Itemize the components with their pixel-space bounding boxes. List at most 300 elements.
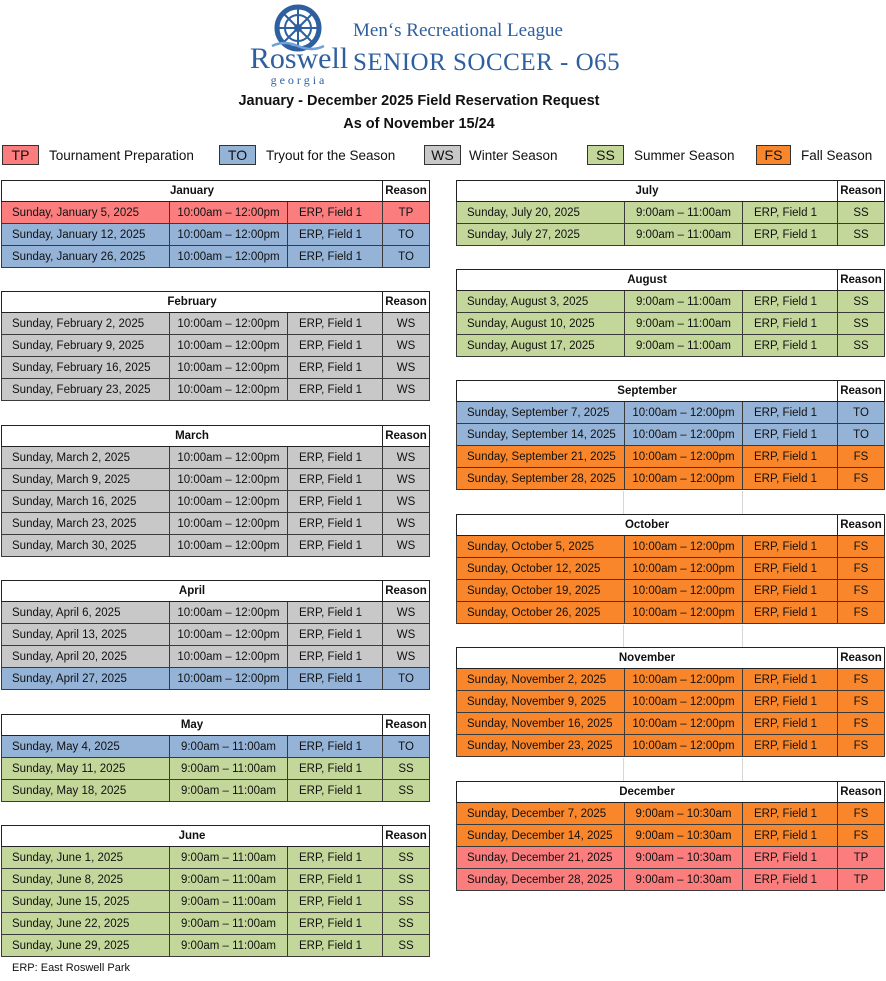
reservation-time: 9:00am – 11:00am	[170, 935, 288, 957]
month-name: May	[2, 715, 383, 736]
reservation-time: 9:00am – 11:00am	[170, 736, 288, 758]
month-table-june	[1, 825, 430, 957]
reservation-reason: FS	[838, 468, 885, 490]
reservation-location: ERP, Field 1	[743, 669, 838, 691]
reservation-date: Sunday, September 21, 2025	[457, 446, 625, 468]
reservation-location: ERP, Field 1	[288, 357, 383, 379]
table-row	[2, 246, 430, 268]
month-name: December	[457, 782, 838, 803]
reservation-location: ERP, Field 1	[743, 335, 838, 357]
reservation-date: Sunday, September 7, 2025	[457, 402, 625, 424]
reservation-location: ERP, Field 1	[288, 624, 383, 646]
table-row	[457, 313, 885, 335]
month-header-row	[2, 826, 430, 847]
reservation-reason: SS	[838, 335, 885, 357]
reservation-time: 10:00am – 12:00pm	[170, 668, 288, 690]
month-header-row	[2, 715, 430, 736]
reservation-reason: WS	[383, 624, 430, 646]
reservation-time: 10:00am – 12:00pm	[170, 379, 288, 401]
table-row	[457, 602, 885, 624]
roswell-logo	[246, 4, 352, 88]
reservation-reason: FS	[838, 580, 885, 602]
month-header-row	[457, 515, 885, 536]
reason-header: Reason	[383, 715, 430, 736]
reservation-reason: WS	[383, 447, 430, 469]
reservation-date: Sunday, December 7, 2025	[457, 803, 625, 825]
logo-wordmark: Roswell	[249, 42, 349, 75]
reservation-reason: FS	[838, 691, 885, 713]
reservation-reason: WS	[383, 379, 430, 401]
reservation-location: ERP, Field 1	[743, 825, 838, 847]
legend-label-ws: Winter Season	[469, 147, 558, 163]
legend-swatch-fs: FS	[756, 145, 791, 165]
table-row	[457, 847, 885, 869]
reservation-date: Sunday, May 4, 2025	[2, 736, 170, 758]
reservation-time: 9:00am – 11:00am	[625, 291, 743, 313]
reservation-time: 9:00am – 11:00am	[625, 313, 743, 335]
reservation-reason: SS	[383, 758, 430, 780]
month-table-july	[456, 180, 885, 246]
reservation-time: 10:00am – 12:00pm	[170, 513, 288, 535]
reservation-date: Sunday, October 5, 2025	[457, 536, 625, 558]
grid-gap-line	[742, 625, 743, 647]
reservation-date: Sunday, September 28, 2025	[457, 468, 625, 490]
reservation-location: ERP, Field 1	[743, 202, 838, 224]
reservation-location: ERP, Field 1	[288, 869, 383, 891]
table-row	[2, 335, 430, 357]
table-row	[2, 513, 430, 535]
reservation-time: 10:00am – 12:00pm	[170, 469, 288, 491]
table-row	[2, 357, 430, 379]
reservation-reason: FS	[838, 669, 885, 691]
table-row	[2, 447, 430, 469]
reservation-reason: FS	[838, 558, 885, 580]
reservation-time: 10:00am – 12:00pm	[625, 580, 743, 602]
reason-header: Reason	[383, 181, 430, 202]
month-name: August	[457, 270, 838, 291]
legend-item-ws	[424, 144, 558, 166]
reservation-date: Sunday, January 12, 2025	[2, 224, 170, 246]
grid-gap-line	[623, 625, 624, 647]
table-row	[457, 869, 885, 891]
reservation-date: Sunday, November 2, 2025	[457, 669, 625, 691]
reservation-date: Sunday, April 20, 2025	[2, 646, 170, 668]
reservation-time: 9:00am – 10:30am	[625, 847, 743, 869]
reservation-date: Sunday, December 21, 2025	[457, 847, 625, 869]
reservation-location: ERP, Field 1	[288, 847, 383, 869]
reservation-location: ERP, Field 1	[743, 424, 838, 446]
reservation-location: ERP, Field 1	[288, 513, 383, 535]
table-row	[457, 335, 885, 357]
reservation-time: 10:00am – 12:00pm	[625, 713, 743, 735]
reservation-time: 9:00am – 11:00am	[170, 869, 288, 891]
reservation-location: ERP, Field 1	[743, 803, 838, 825]
grid-gap-line	[623, 491, 624, 514]
reservation-time: 10:00am – 12:00pm	[170, 224, 288, 246]
reservation-location: ERP, Field 1	[743, 847, 838, 869]
reservation-time: 10:00am – 12:00pm	[625, 446, 743, 468]
reservation-time: 9:00am – 11:00am	[170, 847, 288, 869]
table-row	[457, 224, 885, 246]
month-table-november	[456, 647, 885, 757]
reservation-time: 10:00am – 12:00pm	[625, 424, 743, 446]
reservation-reason: FS	[838, 735, 885, 757]
organization-name: SENIOR SOCCER - O65	[353, 49, 621, 76]
reservation-time: 10:00am – 12:00pm	[170, 491, 288, 513]
reservation-reason: SS	[383, 891, 430, 913]
reservation-location: ERP, Field 1	[743, 402, 838, 424]
legend-item-ss	[587, 144, 735, 166]
reservation-reason: TO	[383, 668, 430, 690]
reservation-time: 9:00am – 11:00am	[625, 335, 743, 357]
table-row	[2, 736, 430, 758]
reservation-reason: TP	[383, 202, 430, 224]
reason-header: Reason	[383, 581, 430, 602]
reservation-reason: SS	[383, 913, 430, 935]
reservation-date: Sunday, April 6, 2025	[2, 602, 170, 624]
month-header-row	[457, 381, 885, 402]
reservation-date: Sunday, December 14, 2025	[457, 825, 625, 847]
table-row	[457, 558, 885, 580]
reservation-date: Sunday, June 1, 2025	[2, 847, 170, 869]
league-name: Men‘s Recreational League	[353, 20, 563, 41]
reservation-time: 10:00am – 12:00pm	[170, 535, 288, 557]
reservation-location: ERP, Field 1	[743, 558, 838, 580]
reservation-location: ERP, Field 1	[743, 291, 838, 313]
table-row	[457, 691, 885, 713]
reservation-reason: FS	[838, 803, 885, 825]
reservation-time: 10:00am – 12:00pm	[170, 357, 288, 379]
reservation-location: ERP, Field 1	[743, 446, 838, 468]
logo-subtitle: georgia	[270, 73, 328, 87]
reason-header: Reason	[838, 782, 885, 803]
reservation-location: ERP, Field 1	[288, 646, 383, 668]
table-row	[457, 825, 885, 847]
table-row	[457, 446, 885, 468]
table-row	[2, 469, 430, 491]
reservation-location: ERP, Field 1	[288, 602, 383, 624]
table-row	[2, 891, 430, 913]
reservation-time: 10:00am – 12:00pm	[170, 646, 288, 668]
reservation-location: ERP, Field 1	[288, 202, 383, 224]
reservation-location: ERP, Field 1	[288, 469, 383, 491]
reservation-date: Sunday, July 20, 2025	[457, 202, 625, 224]
reservation-reason: WS	[383, 469, 430, 491]
month-name: January	[2, 181, 383, 202]
reservation-location: ERP, Field 1	[743, 735, 838, 757]
table-row	[2, 847, 430, 869]
month-header-row	[2, 581, 430, 602]
month-name: October	[457, 515, 838, 536]
table-row	[2, 646, 430, 668]
month-table-april	[1, 580, 430, 690]
reservation-date: Sunday, October 19, 2025	[457, 580, 625, 602]
reservation-reason: SS	[383, 780, 430, 802]
reservation-location: ERP, Field 1	[288, 535, 383, 557]
reservation-date: Sunday, March 16, 2025	[2, 491, 170, 513]
table-row	[457, 735, 885, 757]
reservation-reason: FS	[838, 536, 885, 558]
reservation-reason: SS	[383, 935, 430, 957]
reason-header: Reason	[383, 292, 430, 313]
footnote: ERP: East Roswell Park	[12, 962, 130, 974]
reservation-location: ERP, Field 1	[288, 913, 383, 935]
month-table-august	[456, 269, 885, 357]
table-row	[457, 202, 885, 224]
reservation-date: Sunday, November 16, 2025	[457, 713, 625, 735]
reservation-location: ERP, Field 1	[288, 935, 383, 957]
grid-gap-line	[623, 758, 624, 781]
month-header-row	[457, 181, 885, 202]
reservation-date: Sunday, May 11, 2025	[2, 758, 170, 780]
reservation-date: Sunday, August 17, 2025	[457, 335, 625, 357]
reservation-time: 10:00am – 12:00pm	[625, 602, 743, 624]
table-row	[457, 291, 885, 313]
reservation-date: Sunday, January 5, 2025	[2, 202, 170, 224]
page-title: January - December 2025 Field Reservation Request	[238, 93, 600, 109]
reservation-time: 9:00am – 10:30am	[625, 869, 743, 891]
table-row	[457, 536, 885, 558]
reservation-reason: WS	[383, 313, 430, 335]
reason-header: Reason	[838, 648, 885, 669]
table-row	[457, 580, 885, 602]
reservation-time: 10:00am – 12:00pm	[625, 691, 743, 713]
reservation-time: 10:00am – 12:00pm	[170, 335, 288, 357]
table-row	[457, 803, 885, 825]
table-row	[2, 202, 430, 224]
reservation-location: ERP, Field 1	[288, 780, 383, 802]
reason-header: Reason	[838, 181, 885, 202]
reservation-location: ERP, Field 1	[743, 313, 838, 335]
reservation-time: 10:00am – 12:00pm	[170, 447, 288, 469]
table-row	[2, 913, 430, 935]
reason-header: Reason	[838, 381, 885, 402]
reservation-date: Sunday, March 2, 2025	[2, 447, 170, 469]
month-table-may	[1, 714, 430, 802]
reservation-reason: SS	[383, 847, 430, 869]
reservation-reason: TP	[838, 869, 885, 891]
grid-gap-line	[742, 758, 743, 781]
month-header-row	[2, 292, 430, 313]
reservation-location: ERP, Field 1	[743, 580, 838, 602]
reservation-date: Sunday, October 12, 2025	[457, 558, 625, 580]
month-name: February	[2, 292, 383, 313]
table-row	[457, 669, 885, 691]
month-header-row	[457, 648, 885, 669]
month-name: April	[2, 581, 383, 602]
reservation-reason: FS	[838, 825, 885, 847]
reservation-date: Sunday, March 9, 2025	[2, 469, 170, 491]
reason-header: Reason	[838, 270, 885, 291]
reservation-date: Sunday, February 2, 2025	[2, 313, 170, 335]
reservation-time: 9:00am – 11:00am	[170, 891, 288, 913]
reservation-date: Sunday, October 26, 2025	[457, 602, 625, 624]
reservation-time: 9:00am – 11:00am	[170, 913, 288, 935]
legend-label-to: Tryout for the Season	[266, 147, 396, 163]
reservation-reason: FS	[838, 446, 885, 468]
reason-header: Reason	[838, 515, 885, 536]
month-name: June	[2, 826, 383, 847]
table-row	[2, 624, 430, 646]
reservation-date: Sunday, April 27, 2025	[2, 668, 170, 690]
reservation-date: Sunday, May 18, 2025	[2, 780, 170, 802]
table-row	[457, 468, 885, 490]
reservation-reason: TP	[838, 847, 885, 869]
month-header-row	[457, 270, 885, 291]
reservation-reason: SS	[838, 202, 885, 224]
reservation-reason: SS	[383, 869, 430, 891]
reservation-location: ERP, Field 1	[743, 602, 838, 624]
reservation-location: ERP, Field 1	[288, 335, 383, 357]
reservation-reason: FS	[838, 713, 885, 735]
reservation-date: Sunday, January 26, 2025	[2, 246, 170, 268]
reservation-date: Sunday, August 10, 2025	[457, 313, 625, 335]
reservation-time: 10:00am – 12:00pm	[170, 602, 288, 624]
reservation-location: ERP, Field 1	[743, 869, 838, 891]
reservation-reason: WS	[383, 513, 430, 535]
reservation-location: ERP, Field 1	[288, 668, 383, 690]
reservation-date: Sunday, December 28, 2025	[457, 869, 625, 891]
table-row	[2, 668, 430, 690]
reservation-reason: WS	[383, 535, 430, 557]
legend-item-to	[219, 144, 395, 166]
reservation-location: ERP, Field 1	[288, 736, 383, 758]
reservation-location: ERP, Field 1	[288, 313, 383, 335]
reservation-date: Sunday, June 22, 2025	[2, 913, 170, 935]
table-row	[457, 402, 885, 424]
reservation-location: ERP, Field 1	[288, 224, 383, 246]
reservation-location: ERP, Field 1	[743, 468, 838, 490]
month-table-october	[456, 514, 885, 624]
reservation-reason: SS	[838, 291, 885, 313]
table-row	[2, 758, 430, 780]
reservation-time: 10:00am – 12:00pm	[625, 558, 743, 580]
reservation-time: 10:00am – 12:00pm	[170, 624, 288, 646]
reservation-time: 9:00am – 11:00am	[625, 224, 743, 246]
reservation-reason: SS	[838, 313, 885, 335]
reservation-reason: WS	[383, 335, 430, 357]
month-table-february	[1, 291, 430, 401]
reservation-time: 10:00am – 12:00pm	[625, 735, 743, 757]
reservation-date: Sunday, February 9, 2025	[2, 335, 170, 357]
reason-header: Reason	[383, 426, 430, 447]
reservation-date: Sunday, June 29, 2025	[2, 935, 170, 957]
reservation-date: Sunday, March 23, 2025	[2, 513, 170, 535]
reservation-date: Sunday, April 13, 2025	[2, 624, 170, 646]
document-header	[0, 0, 886, 140]
legend-label-ss: Summer Season	[634, 147, 735, 163]
page-subtitle: As of November 15/24	[343, 116, 495, 132]
reservation-date: Sunday, September 14, 2025	[457, 424, 625, 446]
reservation-location: ERP, Field 1	[743, 224, 838, 246]
reason-header: Reason	[383, 826, 430, 847]
table-row	[2, 491, 430, 513]
reservation-reason: FS	[838, 602, 885, 624]
legend-swatch-tp: TP	[2, 145, 39, 165]
reservation-date: Sunday, November 9, 2025	[457, 691, 625, 713]
reservation-reason: WS	[383, 491, 430, 513]
table-row	[2, 935, 430, 957]
table-row	[2, 313, 430, 335]
month-table-december	[456, 781, 885, 891]
legend-item-tp	[2, 144, 194, 166]
table-row	[457, 713, 885, 735]
reservation-reason: WS	[383, 646, 430, 668]
table-row	[2, 224, 430, 246]
reservation-time: 9:00am – 11:00am	[170, 780, 288, 802]
reservation-time: 10:00am – 12:00pm	[170, 202, 288, 224]
grid-gap-line	[742, 491, 743, 514]
reservation-time: 10:00am – 12:00pm	[625, 669, 743, 691]
month-header-row	[457, 782, 885, 803]
month-header-row	[2, 181, 430, 202]
table-row	[2, 780, 430, 802]
table-row	[2, 379, 430, 401]
legend-swatch-to: TO	[219, 145, 256, 165]
reservation-time: 10:00am – 12:00pm	[625, 536, 743, 558]
month-header-row	[2, 426, 430, 447]
reservation-time: 9:00am – 11:00am	[625, 202, 743, 224]
month-table-september	[456, 380, 885, 490]
legend-label-fs: Fall Season	[801, 147, 873, 163]
reservation-time: 9:00am – 11:00am	[170, 758, 288, 780]
reservation-reason: TO	[383, 246, 430, 268]
month-table-march	[1, 425, 430, 557]
table-row	[2, 602, 430, 624]
reservation-location: ERP, Field 1	[288, 246, 383, 268]
reservation-location: ERP, Field 1	[743, 691, 838, 713]
reservation-reason: WS	[383, 602, 430, 624]
reservation-location: ERP, Field 1	[288, 491, 383, 513]
reservation-location: ERP, Field 1	[288, 891, 383, 913]
reservation-time: 9:00am – 10:30am	[625, 825, 743, 847]
table-row	[2, 869, 430, 891]
reservation-date: Sunday, June 15, 2025	[2, 891, 170, 913]
month-name: March	[2, 426, 383, 447]
reservation-date: Sunday, February 23, 2025	[2, 379, 170, 401]
reservation-time: 10:00am – 12:00pm	[625, 468, 743, 490]
reservation-location: ERP, Field 1	[743, 536, 838, 558]
legend-swatch-ss: SS	[587, 145, 624, 165]
reservation-time: 9:00am – 10:30am	[625, 803, 743, 825]
reservation-date: Sunday, February 16, 2025	[2, 357, 170, 379]
reservation-time: 10:00am – 12:00pm	[625, 402, 743, 424]
reservation-date: Sunday, June 8, 2025	[2, 869, 170, 891]
month-table-january	[1, 180, 430, 268]
reservation-location: ERP, Field 1	[288, 758, 383, 780]
reservation-location: ERP, Field 1	[288, 447, 383, 469]
reservation-reason: TO	[838, 402, 885, 424]
reservation-reason: TO	[383, 224, 430, 246]
month-name: July	[457, 181, 838, 202]
reservation-date: Sunday, November 23, 2025	[457, 735, 625, 757]
reservation-reason: TO	[383, 736, 430, 758]
reservation-date: Sunday, July 27, 2025	[457, 224, 625, 246]
month-name: November	[457, 648, 838, 669]
month-name: September	[457, 381, 838, 402]
reservation-reason: TO	[838, 424, 885, 446]
reservation-location: ERP, Field 1	[743, 713, 838, 735]
reservation-reason: WS	[383, 357, 430, 379]
table-row	[457, 424, 885, 446]
reservation-time: 10:00am – 12:00pm	[170, 313, 288, 335]
legend-swatch-ws: WS	[424, 145, 461, 165]
legend-item-fs	[756, 144, 872, 166]
reservation-date: Sunday, March 30, 2025	[2, 535, 170, 557]
reservation-location: ERP, Field 1	[288, 379, 383, 401]
reservation-date: Sunday, August 3, 2025	[457, 291, 625, 313]
reservation-reason: SS	[838, 224, 885, 246]
